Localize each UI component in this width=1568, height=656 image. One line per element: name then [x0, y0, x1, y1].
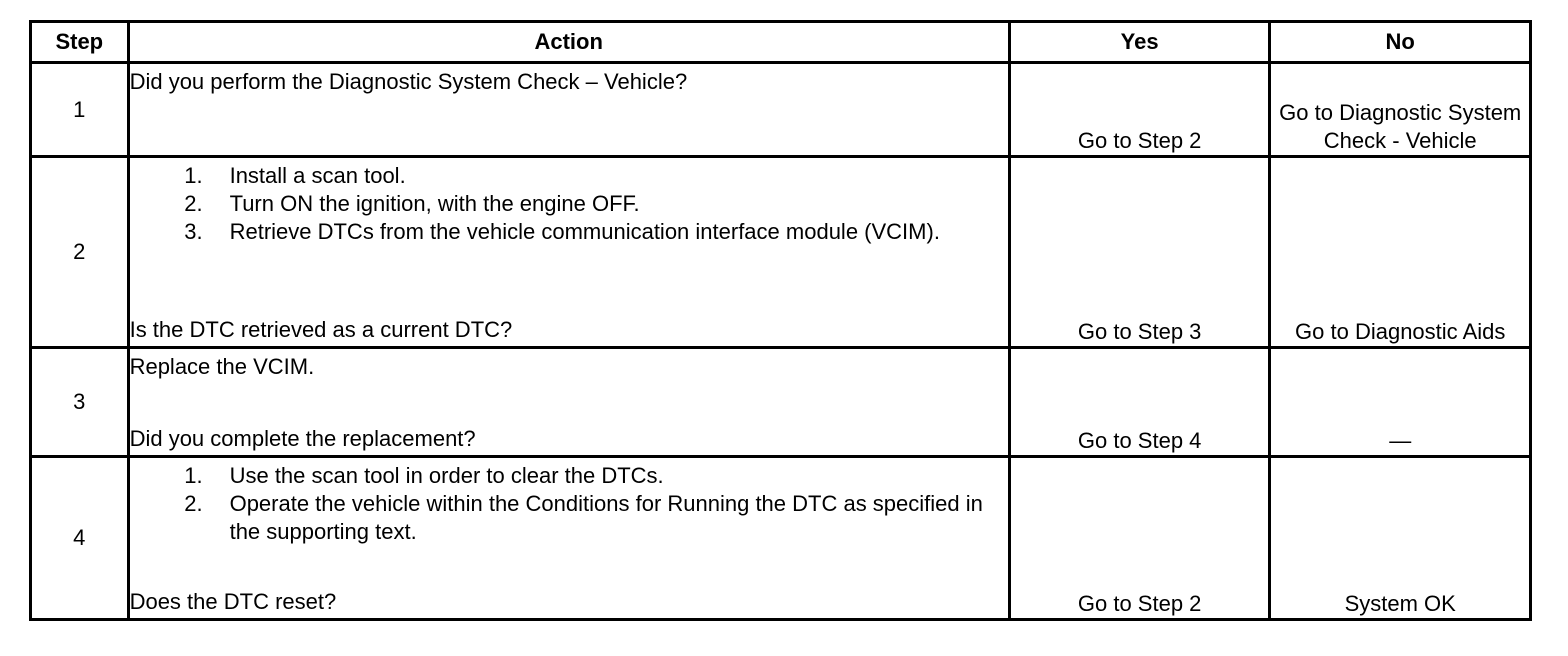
action-statement: Replace the VCIM.	[129, 354, 315, 379]
substep-text: Operate the vehicle within the Conditions for Running the DTC as specified in the supporting text.	[229, 491, 983, 544]
table-row	[31, 157, 1531, 348]
yes-cell: Go to Step 2	[1009, 457, 1270, 620]
step-number: 4	[31, 457, 129, 620]
action-question: Is the DTC retrieved as a current DTC?	[129, 317, 513, 342]
substep-number: 2.	[184, 491, 203, 516]
substep-text: Turn ON the ignition, with the engine OFF.	[229, 191, 640, 216]
substep-item	[130, 218, 1008, 246]
substep-item	[130, 162, 1008, 190]
header-step: Step	[31, 22, 129, 63]
not-applicable-dash: —	[1389, 428, 1412, 453]
action-statement: Did you perform the Diagnostic System Check – Vehicle?	[129, 69, 688, 94]
substep-item	[130, 490, 1008, 546]
substep-text: Install a scan tool.	[229, 163, 406, 188]
action-cell	[128, 157, 1009, 348]
substep-list	[130, 462, 1008, 546]
yes-cell: Go to Step 2	[1009, 63, 1270, 157]
action-cell	[128, 63, 1009, 157]
action-cell	[128, 348, 1009, 457]
action-question: Does the DTC reset?	[129, 589, 337, 614]
header-yes: Yes	[1009, 22, 1270, 63]
header-row	[31, 22, 1531, 63]
substep-number: 3.	[184, 219, 203, 244]
yes-cell: Go to Step 4	[1009, 348, 1270, 457]
header-no: No	[1270, 22, 1531, 63]
substep-item	[130, 190, 1008, 218]
substep-number: 1.	[184, 163, 203, 188]
substep-item	[130, 462, 1008, 490]
substep-list	[130, 162, 1008, 246]
substep-number: 2.	[184, 191, 203, 216]
action-cell	[128, 457, 1009, 620]
step-number: 3	[31, 348, 129, 457]
step-number: 2	[31, 157, 129, 348]
substep-text: Use the scan tool in order to clear the DTCs.	[229, 463, 664, 488]
no-cell: Go to Diagnostic System Check - Vehicle	[1270, 63, 1531, 157]
diagnostic-table	[29, 20, 1532, 621]
header-action: Action	[128, 22, 1009, 63]
diagnostic-table-container	[29, 20, 1532, 621]
table-row	[31, 348, 1531, 457]
substep-number: 1.	[184, 463, 203, 488]
no-cell	[1270, 348, 1531, 457]
yes-cell: Go to Step 3	[1009, 157, 1270, 348]
step-number: 1	[31, 63, 129, 157]
table-row	[31, 63, 1531, 157]
no-cell: System OK	[1270, 457, 1531, 620]
table-row	[31, 457, 1531, 620]
action-question: Did you complete the replacement?	[129, 426, 476, 451]
no-cell: Go to Diagnostic Aids	[1270, 157, 1531, 348]
substep-text: Retrieve DTCs from the vehicle communication interface module (VCIM).	[229, 219, 940, 244]
